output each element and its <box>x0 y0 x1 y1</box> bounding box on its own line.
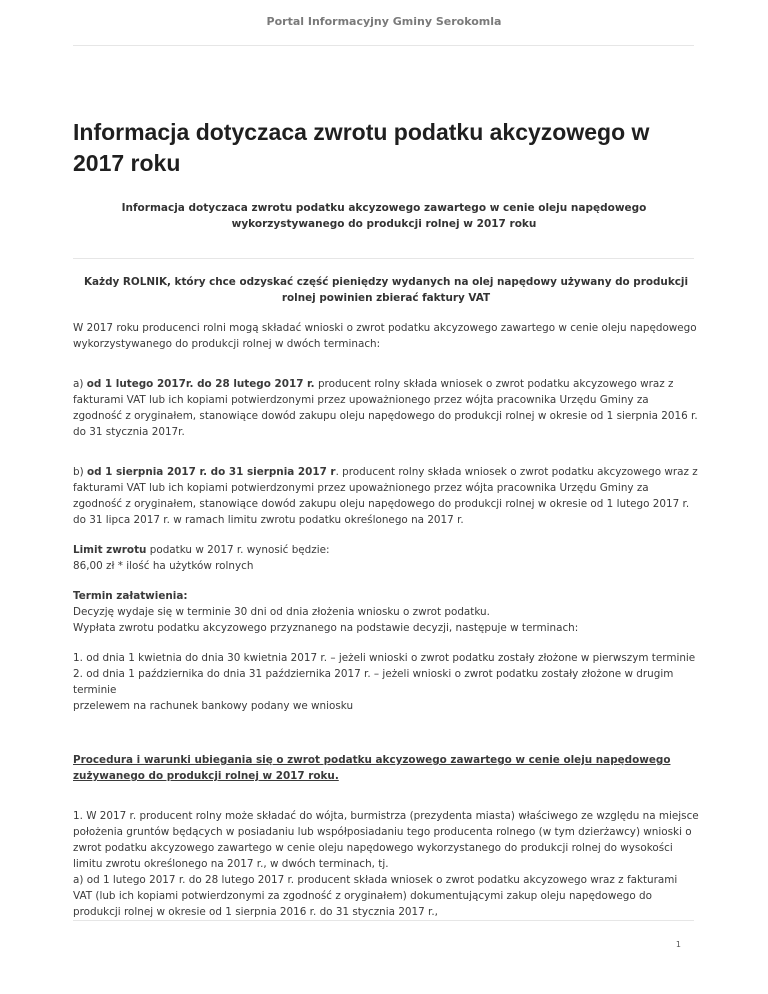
term-a-paragraph <box>73 376 699 440</box>
document-subtitle: Informacja dotyczaca zwrotu podatku akcyzowego zawartego w cenie oleju napędowego wykorzystywanego do produkcji rolnej w 2017 roku <box>121 202 647 230</box>
intro-heading: Każdy ROLNIK, który chce odzyskać część pieniędzy wydanych na olej napędowy używany do produkcji rolnej powinien zbierać faktury VAT <box>83 276 689 304</box>
limit-formula: 86,00 zł * ilość ha użytków rolnych <box>73 560 254 572</box>
payment-term-2: 2. od dnia 1 października do dnia 31 października 2017 r. – jeżeli wnioski o zwrot podatku zostały złożone w drugim terminie <box>73 668 674 696</box>
footer-divider <box>73 920 694 921</box>
site-title: Portal Informacyjny Gminy Serokomla <box>266 15 502 28</box>
limit-text: podatku w 2017 r. wynosić będzie: <box>146 544 330 556</box>
section-divider <box>73 258 694 259</box>
deadline-section <box>73 588 699 636</box>
document-body <box>73 274 699 920</box>
payment-term-1: 1. od dnia 1 kwietnia do dnia 30 kwietnia 2017 r. – jeżeli wnioski o zwrot podatku zostały złożone w pierwszym terminie <box>73 652 696 664</box>
page-title: Informacja dotyczaca zwrotu podatku akcyzowego w 2017 roku <box>73 119 650 176</box>
term-a-dates: od 1 lutego 2017r. do 28 lutego 2017 r. <box>86 378 315 390</box>
term-a-prefix: a) <box>73 378 87 390</box>
procedure-point-1-text: 1. W 2017 r. producent rolny może składać do wójta, burmistrza (prezydenta miasta) właściwego ze względu na miejsce położenia gruntów będących w posiadaniu lub współposiadaniu tego producenta rolnego (w tym dzierżawcy) wnioski o zwrot podatku akcyzowego zawartego w cenie oleju napędowego wykorzystanego do produkcji rolnej do wysokości limitu zwrotu określonego na 2017 r., w dwóch terminach, tj. <box>73 810 699 870</box>
limit-label: Limit zwrotu <box>73 544 147 556</box>
limit-paragraph <box>73 542 699 574</box>
payment-method: przelewem na rachunek bankowy podany we wniosku <box>73 700 354 712</box>
header-divider <box>73 45 694 46</box>
term-b-text: . producent rolny składa wniosek o zwrot podatku akcyzowego wraz z fakturami VAT lub ich kopiami potwierdzonymi przez upoważnionego przez wójta pracownika Urzędu Gminy za zgodność z oryginałem, stanowiące dowód zakupu oleju napędowego do produkcji rolnej w okresie od 1 lutego 2017 r. do 31 lipca 2017 r. w ramach limitu zwrotu podatku określonego na 2017 r. <box>73 466 698 526</box>
term-a-text: producent rolny składa wniosek o zwrot podatku akcyzowego wraz z fakturami VAT lub ich kopiami potwierdzonymi przez upoważnionego przez wójta pracownika Urzędu Gminy za zgodność z oryginałem, stanowiące dowód zakupu oleju napędowego do produkcji rolnej w okresie od 1 sierpnia 2016 r. do 31 stycznia 2017r. <box>73 378 698 438</box>
procedure-heading: Procedura i warunki ubiegania się o zwrot podatku akcyzowego zawartego w cenie oleju napędowego zużywanego do produkcji rolnej w 2017 roku. <box>73 754 671 782</box>
intro-paragraph: W 2017 roku producenci rolni mogą składać wnioski o zwrot podatku akcyzowego zawartego w cenie oleju napędowego wykorzystywanego do produkcji rolnej w dwóch terminach: <box>73 322 697 350</box>
deadline-heading: Termin załatwienia: <box>73 590 188 602</box>
deadline-line-2: Wypłata zwrotu podatku akcyzowego przyznanego na podstawie decyzji, następuje w terminach: <box>73 622 579 634</box>
term-b-paragraph <box>73 464 699 528</box>
page-number: 1 <box>675 940 681 949</box>
procedure-point-1a-text: a) od 1 lutego 2017 r. do 28 lutego 2017 r. producent składa wniosek o zwrot podatku akcyzowego wraz z fakturami VAT (lub ich kopiami potwierdzonymi za zgodność z oryginałem) dokumentującymi zakup oleju napędowego do produkcji rolnej w okresie od 1 sierpnia 2016 r. do 31 stycznia 2017 r., <box>73 874 678 918</box>
payment-terms <box>73 650 699 714</box>
term-b-prefix: b) <box>73 466 87 478</box>
deadline-line-1: Decyzję wydaje się w terminie 30 dni od dnia złożenia wniosku o zwrot podatku. <box>73 606 490 618</box>
term-b-dates: od 1 sierpnia 2017 r. do 31 sierpnia 2017 r <box>86 466 336 478</box>
procedure-point-1 <box>73 808 699 920</box>
